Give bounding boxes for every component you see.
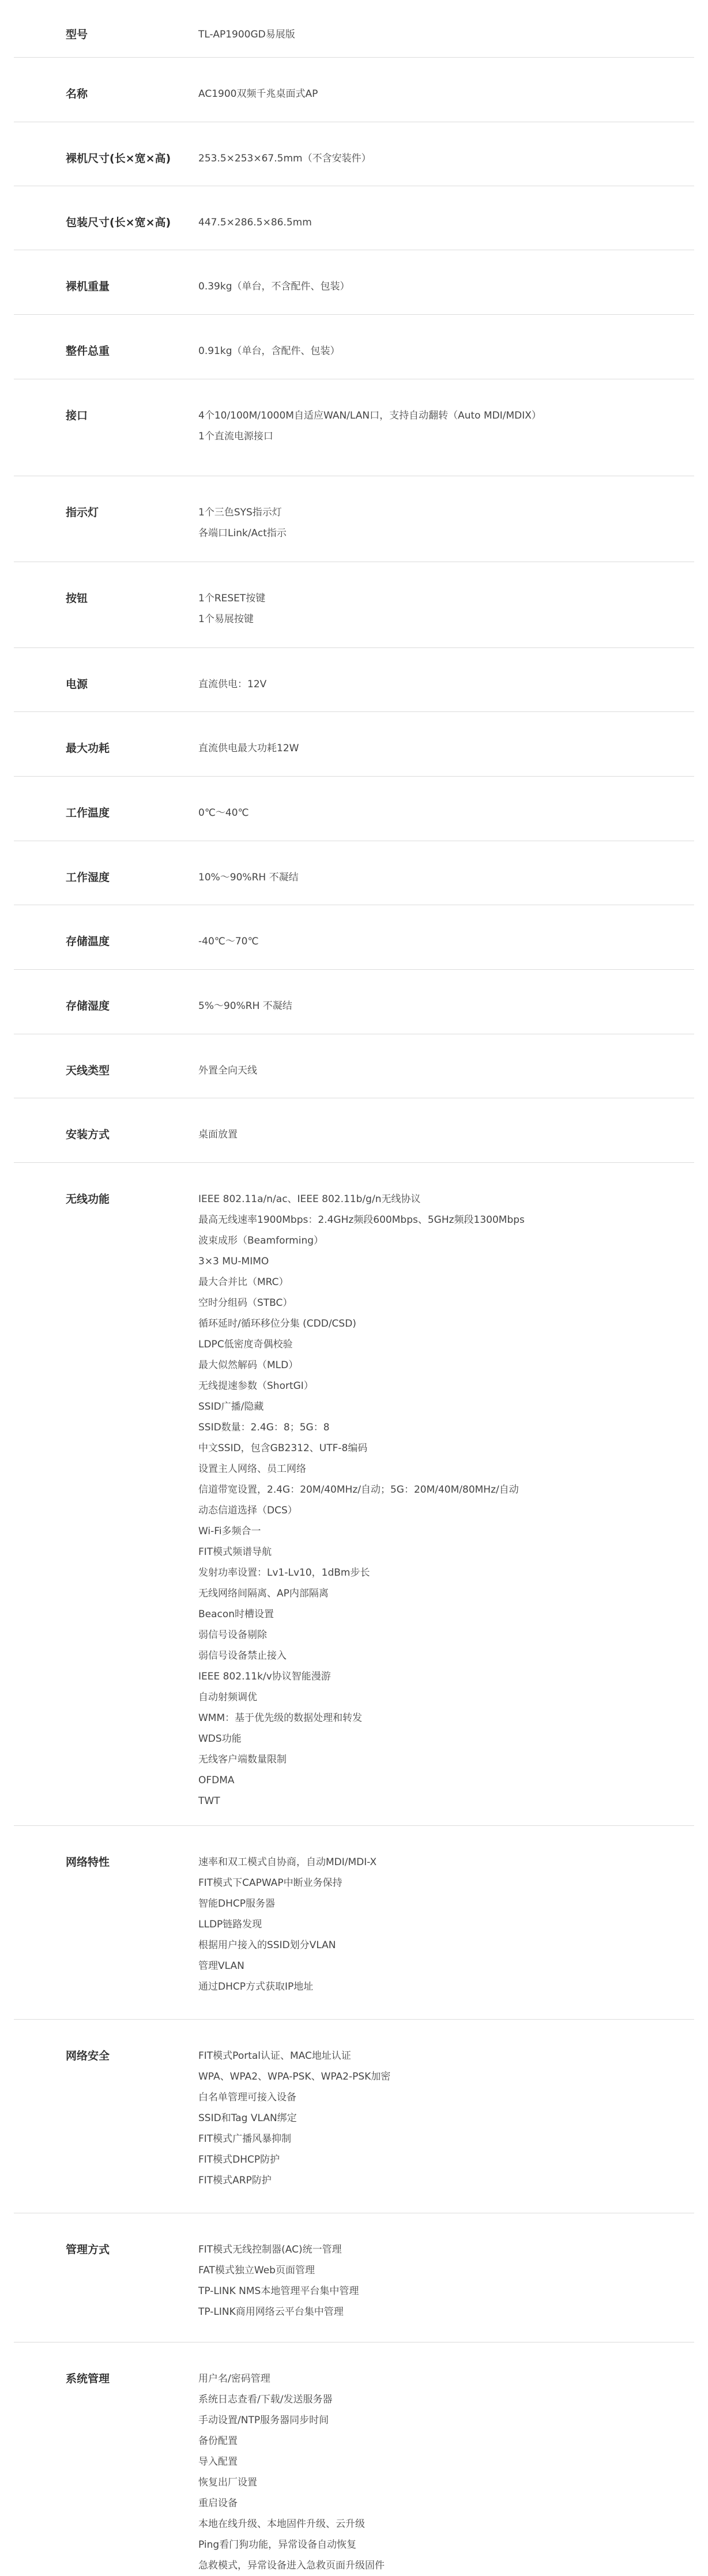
spec-values	[198, 276, 694, 297]
spec-value: 无线网络间隔离、AP内部隔离	[198, 1588, 329, 1599]
spec-value: 发射功率设置：Lv1-Lv10，1dBm步长	[198, 1567, 370, 1579]
spec-value: 中文SSID，包含GB2312、UTF-8编码	[198, 1443, 368, 1454]
spec-value: 系统日志查看/下载/发送服务器	[198, 2394, 333, 2405]
spec-row-work-humidity	[14, 841, 694, 905]
spec-value: WPA、WPA2、WPA-PSK、WPA2-PSK加密	[198, 2071, 391, 2082]
spec-row-antenna	[14, 1034, 694, 1098]
spec-value: 各端口Link/Act指示	[198, 528, 287, 539]
spec-label: 名称	[66, 88, 88, 100]
spec-value: 1个易展按键	[198, 613, 254, 625]
spec-value: FIT模式DHCP防护	[198, 2154, 280, 2166]
spec-value: FIT模式ARP防护	[198, 2175, 272, 2186]
spec-values	[198, 674, 694, 695]
spec-value: LLDP链路发现	[198, 1919, 262, 1930]
spec-label: 存储湿度	[66, 1000, 110, 1012]
spec-value: 447.5×286.5×86.5mm	[198, 217, 312, 228]
spec-label: 管理方式	[66, 2243, 110, 2256]
spec-row-system	[14, 2342, 694, 2571]
spec-row-install	[14, 1098, 694, 1163]
spec-value: AC1900双频千兆桌面式AP	[198, 88, 318, 100]
spec-values	[198, 738, 694, 759]
spec-row-network	[14, 1826, 694, 2020]
spec-values	[198, 212, 694, 233]
spec-value: Wi-Fi多频合一	[198, 1526, 261, 1537]
spec-value: 3×3 MU-MIMO	[198, 1256, 269, 1267]
spec-row-security	[14, 2020, 694, 2213]
spec-row-model	[14, 0, 694, 58]
spec-value: 5%～90%RH 不凝结	[198, 1000, 292, 1012]
spec-label: 最大功耗	[66, 742, 110, 755]
spec-value: 循环延时/循环移位分集 (CDD/CSD)	[198, 1318, 356, 1330]
spec-label: 天线类型	[66, 1064, 110, 1077]
spec-row-interface	[14, 379, 694, 476]
spec-value: FIT模式广播风暴抑制	[198, 2133, 292, 2145]
spec-value: OFDMA	[198, 1775, 235, 1786]
spec-value: 弱信号设备禁止接入	[198, 1650, 287, 1662]
spec-label: 无线功能	[66, 1193, 110, 1206]
spec-row-button	[14, 562, 694, 648]
spec-label: 电源	[66, 678, 88, 691]
spec-value: WMM：基于优先级的数据处理和转发	[198, 1712, 363, 1724]
spec-value: 10%～90%RH 不凝结	[198, 872, 299, 883]
spec-label: 接口	[66, 409, 88, 422]
spec-value: 导入配置	[198, 2456, 238, 2468]
spec-row-max-power	[14, 712, 694, 777]
spec-value: 管理VLAN	[198, 1960, 244, 1972]
spec-label: 按钮	[66, 592, 88, 605]
spec-row-wireless	[14, 1163, 694, 1826]
spec-value: 速率和双工模式自协商，自动MDI/MDI-X	[198, 1856, 377, 1868]
spec-value: 4个10/100M/1000M自适应WAN/LAN口，支持自动翻转（Auto MDI/MDIX）	[198, 410, 541, 421]
spec-value: 手动设置/NTP服务器同步时间	[198, 2415, 329, 2426]
spec-row-management	[14, 2213, 694, 2342]
spec-value: 通过DHCP方式获取IP地址	[198, 1981, 314, 1993]
spec-values	[198, 2368, 694, 2576]
spec-value: 最大似然解码（MLD）	[198, 1359, 299, 1371]
spec-value: TWT	[198, 1795, 220, 1807]
spec-value: 最大合并比（MRC）	[198, 1276, 289, 1288]
spec-value: 弱信号设备剔除	[198, 1629, 267, 1641]
spec-value: 0.39kg（单台，不含配件、包装）	[198, 281, 350, 292]
spec-value: 本地在线升级、本地固件升级、云升级	[198, 2518, 365, 2530]
spec-label: 网络特性	[66, 1856, 110, 1869]
spec-values	[198, 1124, 694, 1145]
spec-value: IEEE 802.11a/n/ac、IEEE 802.11b/g/n无线协议	[198, 1193, 421, 1205]
spec-values	[198, 24, 694, 45]
spec-label: 整件总重	[66, 345, 110, 357]
spec-value: 用户名/密码管理	[198, 2373, 270, 2385]
spec-value: 无线客户端数量限制	[198, 1754, 287, 1765]
spec-row-total-weight	[14, 315, 694, 379]
spec-values	[198, 84, 694, 104]
spec-value: 备份配置	[198, 2435, 238, 2447]
spec-values	[198, 341, 694, 361]
spec-values	[198, 931, 694, 952]
spec-values	[198, 405, 694, 447]
spec-value: Ping看门狗功能，异常设备自动恢复	[198, 2539, 357, 2551]
spec-value: 0℃～40℃	[198, 807, 249, 819]
spec-value: FAT模式独立Web页面管理	[198, 2265, 315, 2276]
spec-label: 安装方式	[66, 1128, 110, 1141]
spec-row-indicator	[14, 476, 694, 562]
spec-row-storage-temp	[14, 905, 694, 970]
spec-values	[198, 996, 694, 1016]
spec-value: 直流供电最大功耗12W	[198, 743, 299, 754]
spec-values	[198, 1852, 694, 1997]
spec-value: 最高无线速率1900Mbps：2.4GHz频段600Mbps、5GHz频段1300Mbps	[198, 1214, 525, 1226]
spec-row-power	[14, 648, 694, 712]
spec-value: FIT模式频谱导航	[198, 1546, 272, 1558]
spec-values	[198, 803, 694, 823]
spec-values	[198, 148, 694, 169]
spec-value: FIT模式无线控制器(AC)统一管理	[198, 2244, 342, 2255]
spec-label: 网络安全	[66, 2050, 110, 2062]
spec-values	[198, 1189, 694, 1812]
spec-value: SSID数量：2.4G：8；5G：8	[198, 1422, 330, 1433]
spec-value: FIT模式下CAPWAP中断业务保持	[198, 1877, 342, 1889]
spec-label: 型号	[66, 28, 88, 41]
spec-value: IEEE 802.11k/v协议智能漫游	[198, 1671, 331, 1682]
spec-value: 1个直流电源接口	[198, 431, 273, 442]
spec-value: 根据用户接入的SSID划分VLAN	[198, 1939, 336, 1951]
spec-value: 直流供电：12V	[198, 679, 267, 690]
spec-values	[198, 2046, 694, 2191]
spec-value: SSID和Tag VLAN绑定	[198, 2112, 297, 2124]
spec-value: 设置主人网络、员工网络	[198, 1463, 306, 1475]
spec-values	[198, 1060, 694, 1081]
spec-value: TP-LINK NMS本地管理平台集中管理	[198, 2285, 359, 2297]
spec-values	[198, 2239, 694, 2322]
spec-value: 白名单管理可接入设备	[198, 2092, 296, 2103]
spec-value: 253.5×253×67.5mm（不含安装件）	[198, 153, 371, 164]
spec-label: 存储温度	[66, 935, 110, 948]
spec-value: 无线提速参数（ShortGI）	[198, 1380, 314, 1392]
spec-value: 信道带宽设置，2.4G：20M/40MHz/自动；5G：20M/40M/80MHz/自动	[198, 1484, 519, 1496]
spec-row-package-size	[14, 186, 694, 250]
spec-value: 动态信道选择（DCS）	[198, 1505, 297, 1516]
spec-label: 包装尺寸(长×宽×高)	[66, 216, 171, 229]
spec-value: 空时分组码（STBC）	[198, 1297, 293, 1309]
spec-label: 系统管理	[66, 2372, 110, 2385]
spec-value: -40℃～70℃	[198, 936, 259, 947]
spec-row-name	[14, 58, 694, 122]
spec-row-size	[14, 122, 694, 186]
spec-value: 1个三色SYS指示灯	[198, 507, 282, 518]
spec-row-weight	[14, 250, 694, 315]
spec-label: 指示灯	[66, 506, 99, 519]
spec-label: 工作湿度	[66, 871, 110, 884]
spec-value: FIT模式Portal认证、MAC地址认证	[198, 2050, 351, 2062]
spec-value: 波束成形（Beamforming）	[198, 1235, 324, 1246]
spec-row-work-temp	[14, 777, 694, 841]
spec-value: TL-AP1900GD易展版	[198, 29, 295, 40]
spec-value: 恢复出厂设置	[198, 2477, 257, 2488]
spec-values	[198, 502, 694, 544]
spec-value: TP-LINK商用网络云平台集中管理	[198, 2306, 344, 2318]
spec-label: 工作温度	[66, 807, 110, 819]
spec-value: 智能DHCP服务器	[198, 1898, 275, 1910]
spec-value: 1个RESET按键	[198, 593, 266, 604]
spec-value: 外置全向天线	[198, 1065, 257, 1076]
spec-value: 重启设备	[198, 2498, 238, 2509]
spec-label: 裸机尺寸(长×宽×高)	[66, 152, 171, 165]
spec-values	[198, 588, 694, 630]
spec-value: LDPC低密度奇偶校验	[198, 1339, 293, 1350]
spec-value: 桌面放置	[198, 1129, 238, 1140]
spec-row-storage-humidity	[14, 970, 694, 1034]
spec-value: 0.91kg（单台，含配件、包装）	[198, 345, 340, 357]
spec-value: 自动射频调优	[198, 1692, 257, 1703]
spec-value: 急救模式，异常设备进入急救页面升级固件	[198, 2560, 385, 2571]
spec-value: Beacon时槽设置	[198, 1609, 274, 1620]
spec-values	[198, 867, 694, 888]
spec-value: SSID广播/隐藏	[198, 1401, 264, 1413]
spec-value: WDS功能	[198, 1733, 242, 1745]
spec-label: 裸机重量	[66, 280, 110, 293]
